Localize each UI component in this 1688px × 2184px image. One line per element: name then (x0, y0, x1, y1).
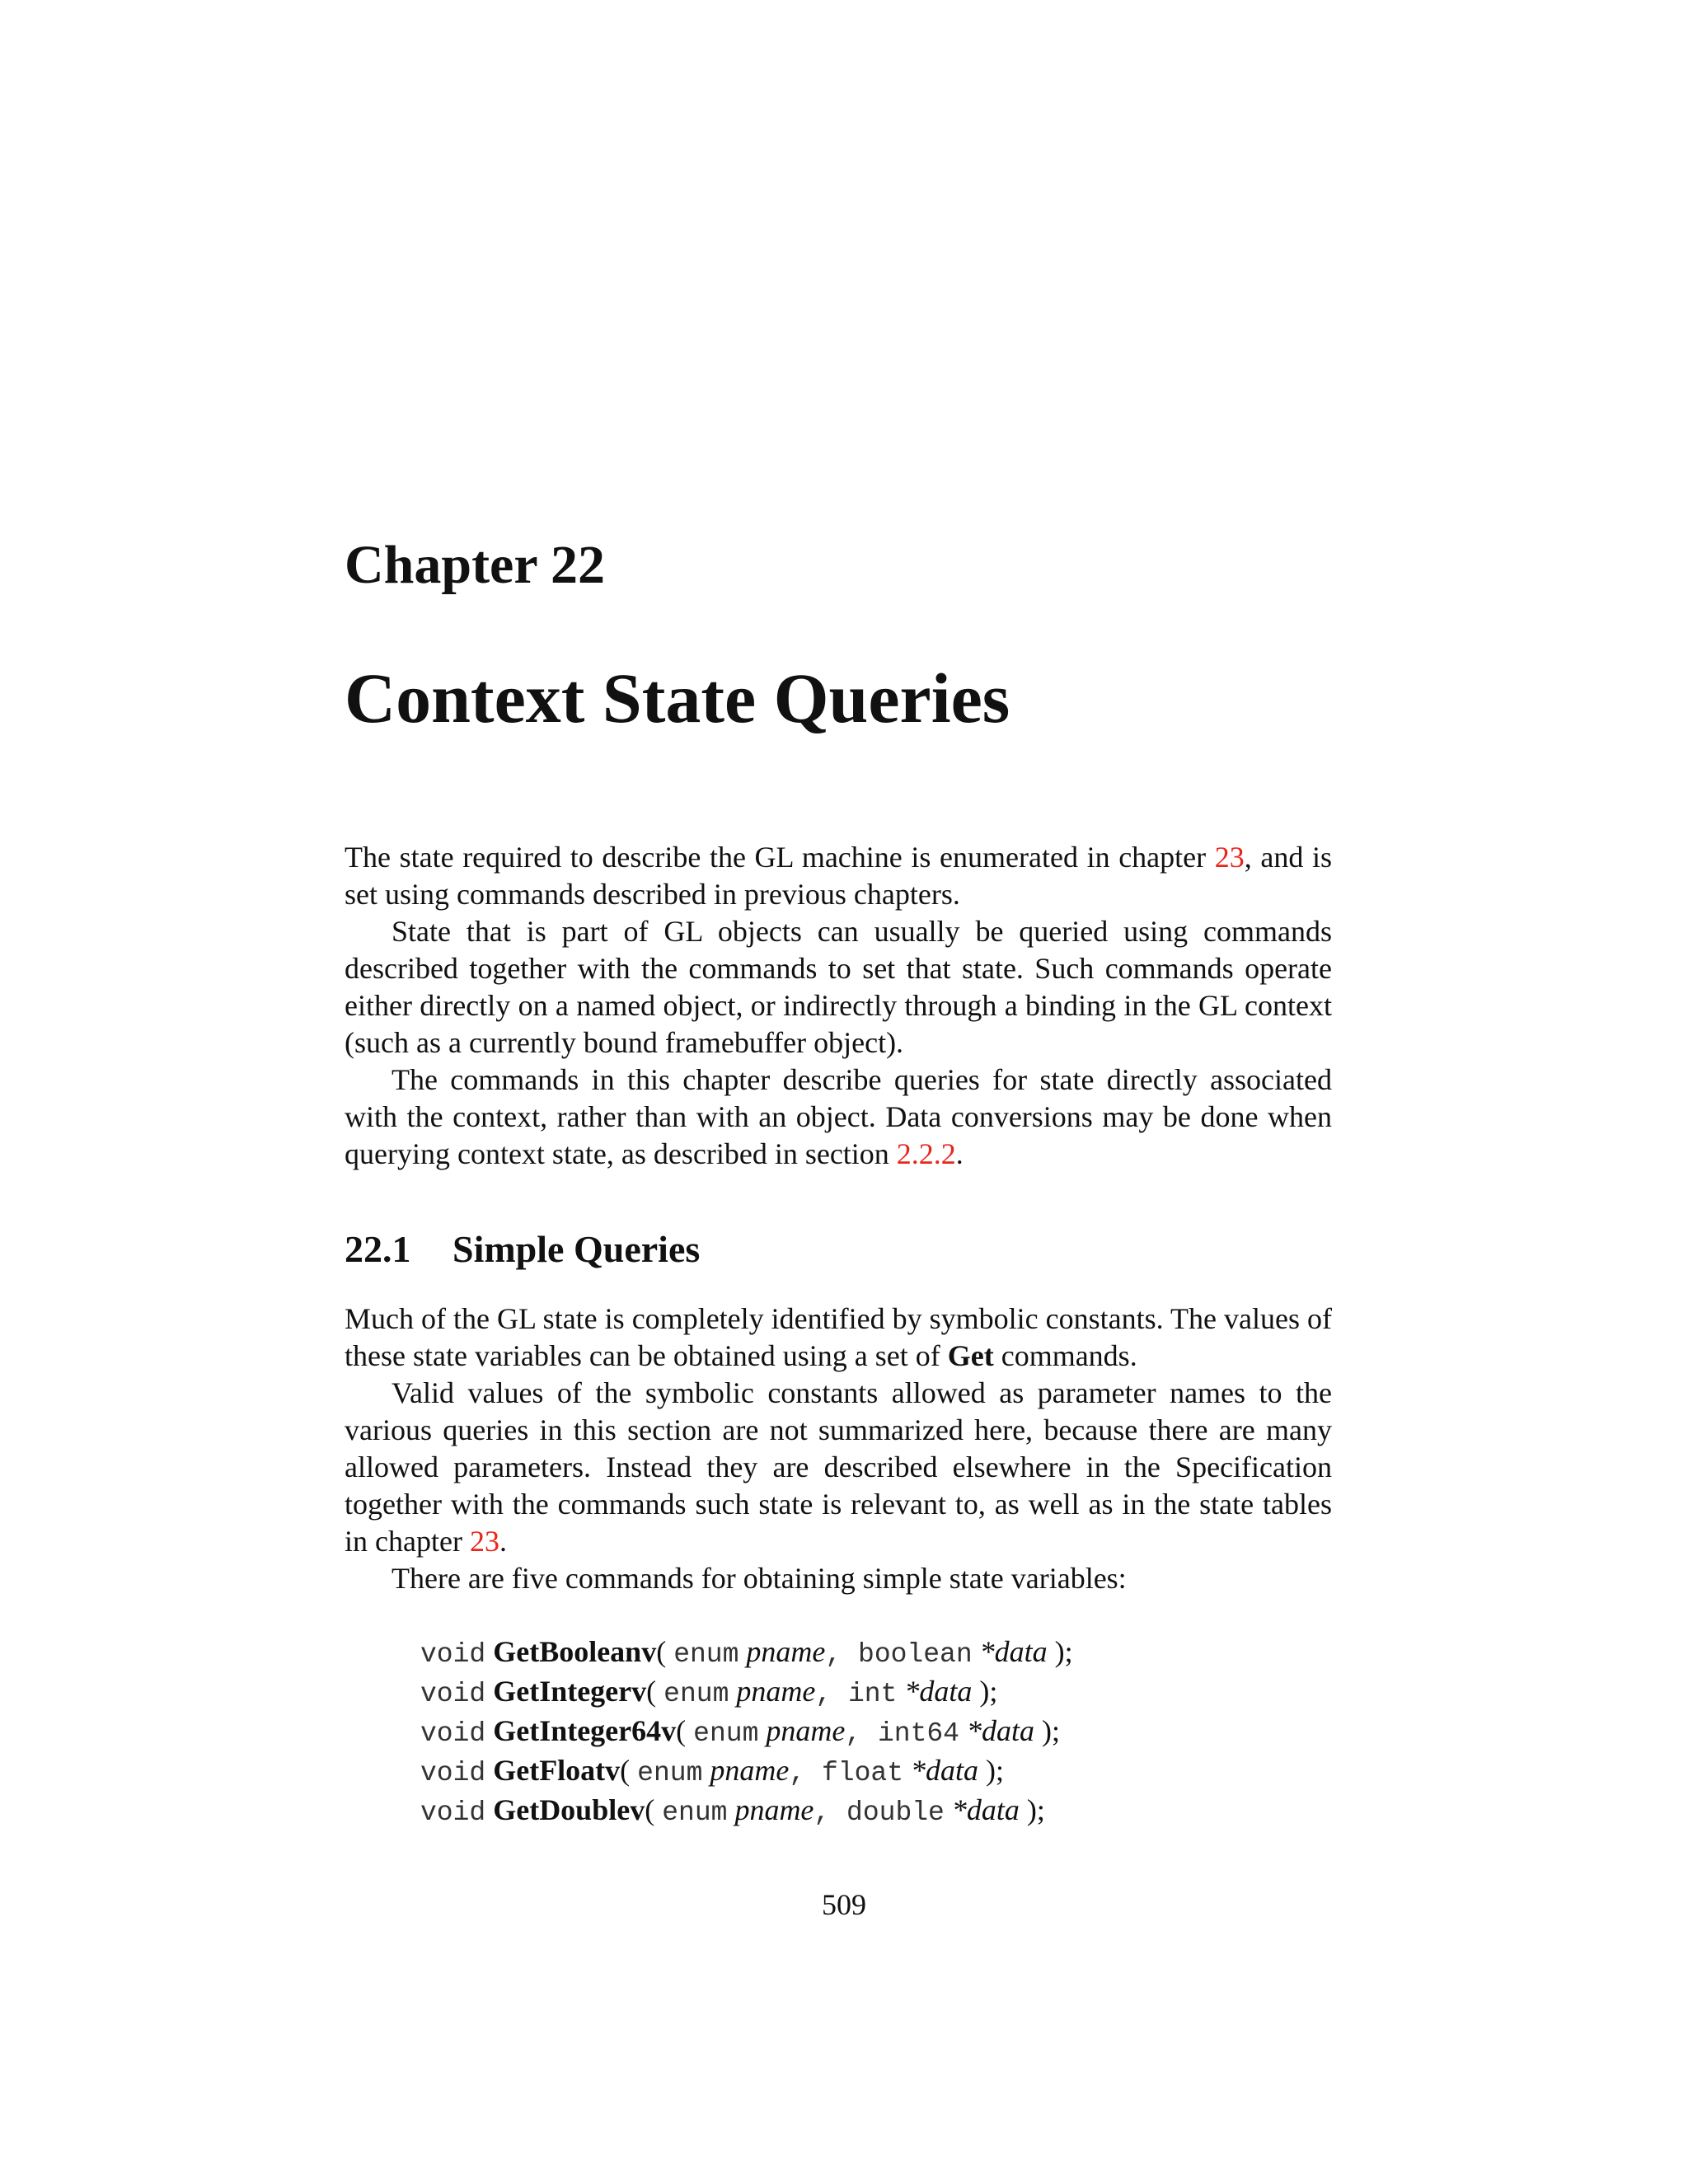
param-name: *data (904, 1675, 973, 1708)
param-name: *data (967, 1714, 1035, 1747)
close-paren: ); (1034, 1714, 1061, 1747)
comma: , (815, 1679, 848, 1709)
command-getintegerv (420, 1673, 1073, 1713)
section-paragraph-3: There are five commands for obtaining simple state variables: (392, 1562, 1127, 1595)
param-name: pname (710, 1754, 790, 1787)
param-type: boolean (858, 1639, 973, 1670)
command-getdoublev (420, 1792, 1073, 1831)
section-title: Simple Queries (452, 1228, 701, 1270)
chapter-23-link-2[interactable]: 23 (469, 1525, 499, 1558)
section-number: 22.1 (345, 1228, 411, 1270)
intro-p3-text-a: The commands in this chapter describe queries for state directly associated with the context, rather than with an object. Data conversions may be done when querying context state, as described in section (345, 1063, 1332, 1170)
section-heading (345, 1226, 700, 1272)
param-name: *data (979, 1635, 1048, 1668)
intro-paragraph-1 (345, 839, 1332, 913)
param-name: *data (911, 1754, 979, 1787)
close-paren: ); (1019, 1793, 1045, 1826)
command-getbooleanv (420, 1633, 1073, 1673)
close-paren: ); (1047, 1635, 1073, 1668)
section-p2-text-b: . (499, 1525, 507, 1558)
intro-paragraph-3 (345, 1062, 1332, 1173)
section-2-2-2-link[interactable]: 2.2.2 (896, 1137, 956, 1170)
intro-text (345, 839, 1332, 1173)
return-type: void (420, 1639, 486, 1670)
intro-paragraph-2: State that is part of GL objects can usually be queried using commands described together with the commands to set that state. Such commands operate either directly on a named object, or indirectly through a binding in the GL context (such as a currently bound framebuffer object). (345, 915, 1332, 1059)
param-type: float (821, 1758, 904, 1788)
intro-p1-text-a: The state required to describe the GL machine is enumerated in chapter (345, 841, 1215, 874)
comma: , (845, 1718, 878, 1749)
return-type: void (420, 1679, 486, 1709)
open-paren: ( (676, 1714, 694, 1747)
page-number: 509 (822, 1888, 866, 1921)
comma: , (789, 1758, 822, 1788)
open-paren: ( (646, 1675, 664, 1708)
close-paren: ); (972, 1675, 998, 1708)
return-type: void (420, 1758, 486, 1788)
get-keyword: Get (947, 1339, 994, 1372)
command-getinteger64v (420, 1713, 1073, 1752)
chapter-23-link[interactable]: 23 (1214, 841, 1245, 874)
param-type: enum (663, 1679, 729, 1709)
section-p2-text-a: Valid values of the symbolic constants allowed as parameter names to the various queries in this section are not summarized here, because there are many allowed parameters. Instead they are described elsewhere in the Specification together with the commands such state is relevant to, as well as in the state tables in chapter (345, 1376, 1332, 1558)
intro-p3-text-b: . (955, 1137, 964, 1170)
close-paren: ); (978, 1754, 1005, 1787)
chapter-label: Chapter 22 (345, 535, 605, 595)
param-type: int (847, 1679, 898, 1709)
section-p1-text-a: Much of the GL state is completely identified by symbolic constants. The values of these state variables can be obtained using a set of (345, 1302, 1332, 1372)
return-type: void (420, 1718, 486, 1749)
param-type: enum (673, 1639, 739, 1670)
comma: , (825, 1639, 859, 1670)
intro-p1-text-b: , and is set using commands described in previous chapters. (345, 841, 1332, 911)
chapter-title: Context State Queries (345, 658, 1010, 738)
param-type: enum (693, 1718, 759, 1749)
section-paragraph-1 (345, 1301, 1332, 1375)
return-type: void (420, 1797, 486, 1828)
open-paren: ( (645, 1793, 663, 1826)
command-getfloatv (420, 1752, 1073, 1792)
section-p1-text-b: commands. (993, 1339, 1137, 1372)
param-type: int64 (877, 1718, 959, 1749)
param-type: enum (662, 1797, 728, 1828)
comma: , (814, 1797, 847, 1828)
param-name: pname (736, 1675, 816, 1708)
command-list (420, 1633, 1073, 1831)
param-type: double (846, 1797, 945, 1828)
param-name: pname (766, 1714, 846, 1747)
section-text (345, 1301, 1332, 1597)
open-paren: ( (620, 1754, 638, 1787)
param-name: *data (951, 1793, 1020, 1826)
function-name: GetIntegerv (493, 1675, 647, 1708)
param-type: enum (637, 1758, 703, 1788)
param-name: pname (734, 1793, 814, 1826)
function-name: GetDoublev (493, 1793, 645, 1826)
section-paragraph-2 (345, 1375, 1332, 1560)
function-name: GetBooleanv (493, 1635, 657, 1668)
open-paren: ( (656, 1635, 674, 1668)
function-name: GetFloatv (493, 1754, 621, 1787)
function-name: GetInteger64v (493, 1714, 677, 1747)
param-name: pname (746, 1635, 826, 1668)
